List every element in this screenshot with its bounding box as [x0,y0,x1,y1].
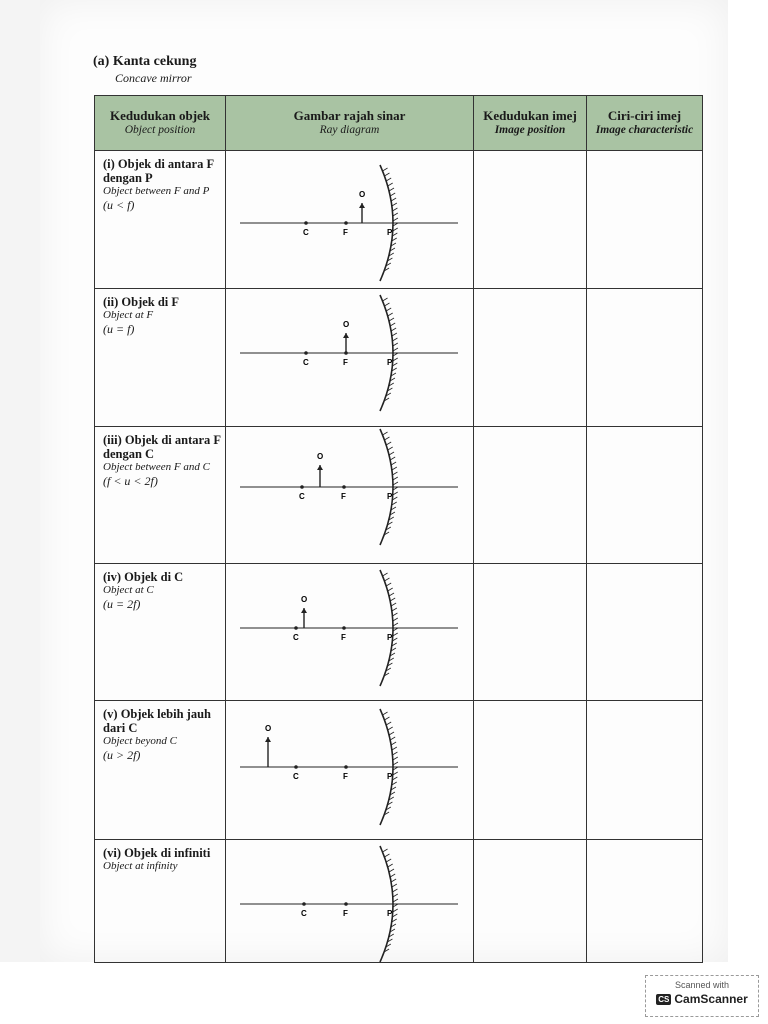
row-title-en: Object at F [103,309,154,321]
hatch-line [389,869,394,872]
hatch-line [388,727,393,730]
mirror-hatching [383,432,398,535]
row-title-en: Object between F and P [103,185,210,197]
hatch-line [392,608,397,611]
hatch-line [392,884,397,887]
hatch-line [392,752,397,755]
hatch-line [390,457,395,460]
point-f [342,626,346,630]
header-image-position-en: Image position [494,124,566,136]
mirror-hatching [383,573,398,676]
ray-diagram [226,840,474,963]
hatch-line [393,894,398,897]
hatch-line [392,467,397,470]
scan-margin [0,0,40,962]
row-title-en: Object at C [103,584,154,596]
hatch-line [390,737,395,740]
header-image-position-ms: Kedudukan imej [483,108,577,123]
hatch-line [388,183,393,186]
image-position-answer[interactable] [474,840,587,963]
hatch-line [393,213,398,216]
ray-diagram-cell [226,151,474,289]
watermark-brand [646,992,758,1006]
watermark-line2: CamScanner [674,992,748,1006]
ray-diagram [226,427,474,564]
mirror-hatching [383,298,398,401]
hatch-line [390,598,395,601]
object-arrow-head [359,203,365,208]
ray-diagram-cell [226,427,474,564]
object-position-cell [95,427,226,564]
mirror-hatching [383,849,398,952]
concave-mirror-table [94,95,703,963]
row-title: (iii) Objek di antara F dengan C [103,433,221,461]
table-header-row [95,96,703,151]
row-condition: (u = f) [103,322,135,336]
hatch-line [386,583,391,586]
label-f: F [341,633,346,642]
header-image-position [474,96,587,151]
hatch-line [384,303,389,306]
hatch-line [392,333,397,336]
object-arrow-head [343,333,349,338]
label-p: P [387,772,393,781]
table-row [95,564,703,701]
section-heading [93,54,196,86]
label-c: C [299,492,305,501]
point-c [294,626,298,630]
hatch-line [391,328,396,331]
row-title: (v) Objek lebih jauh dari C [103,707,212,735]
header-object-position [95,96,226,151]
ray-diagram-cell [226,701,474,840]
hatch-line [384,578,389,581]
hatch-line [391,603,396,606]
point-c [294,765,298,769]
hatch-line [383,298,388,301]
ray-diagram [226,151,474,289]
hatch-line [388,588,393,591]
row-condition: (u = 2f) [103,597,141,611]
image-position-answer[interactable] [474,151,587,289]
hatch-line [386,308,391,311]
label-c: C [293,772,299,781]
hatch-line [391,462,396,465]
hatch-line [392,747,397,750]
label-o: O [317,452,324,461]
point-f [344,765,348,769]
hatch-line [388,313,393,316]
row-condition: (f < u < 2f) [103,474,158,488]
label-f: F [343,909,348,918]
table-row [95,151,703,289]
point-c [300,485,304,489]
ray-diagram [226,564,474,701]
header-object-position-en: Object position [124,124,196,136]
label-f: F [343,228,348,237]
point-f [342,485,346,489]
image-characteristic-answer[interactable] [587,427,703,564]
label-c: C [303,228,309,237]
hatch-line [386,178,391,181]
label-o: O [301,595,308,604]
hatch-line [386,859,391,862]
table-row [95,427,703,564]
hatch-line [392,338,397,341]
image-characteristic-answer[interactable] [587,564,703,701]
hatch-line [386,722,391,725]
object-position-cell [95,840,226,963]
hatch-line [389,318,394,321]
image-position-answer[interactable] [474,427,587,564]
header-image-characteristic-ms: Ciri-ciri imej [607,108,682,123]
ray-diagram-cell [226,840,474,963]
hatch-line [391,198,396,201]
header-ray-diagram [226,96,474,151]
section-title: (a) Kanta cekung [93,54,197,69]
object-position-cell [95,701,226,840]
header-image-characteristic [587,96,703,151]
label-o: O [265,724,272,733]
label-p: P [387,228,393,237]
row-title: (ii) Objek di F [103,295,180,309]
row-title: (vi) Objek di infiniti [103,846,211,860]
hatch-line [393,618,398,621]
image-characteristic-answer[interactable] [587,701,703,840]
row-condition: (u < f) [103,198,135,212]
label-f: F [343,772,348,781]
ray-diagram-cell [226,289,474,427]
ray-diagram [226,289,474,427]
point-c [304,351,308,355]
table-row [95,840,703,963]
object-arrow-head [301,608,307,613]
hatch-line [392,889,397,892]
header-ray-diagram-ms: Gambar rajah sinar [293,108,406,123]
header-image-characteristic-en: Image characteristic [595,124,694,136]
hatch-line [391,742,396,745]
hatch-line [389,732,394,735]
hatch-line [392,203,397,206]
header-ray-diagram-en: Ray diagram [319,124,380,136]
hatch-line [383,573,388,576]
image-characteristic-answer[interactable] [587,840,703,963]
hatch-line [388,864,393,867]
hatch-line [393,757,398,760]
hatch-line [388,447,393,450]
hatch-line [390,874,395,877]
image-position-answer[interactable] [474,701,587,840]
label-p: P [387,633,393,642]
table-row [95,701,703,840]
row-title: (iv) Objek di C [103,570,184,584]
hatch-line [393,477,398,480]
label-o: O [343,320,350,329]
image-position-answer[interactable] [474,289,587,427]
image-characteristic-answer[interactable] [587,289,703,427]
hatch-line [383,168,388,171]
row-title: (i) Objek di antara F dengan P [103,157,214,185]
label-f: F [341,492,346,501]
hatch-line [383,712,388,715]
point-c [304,221,308,225]
camscanner-watermark [645,975,759,1017]
point-f [344,902,348,906]
hatch-line [384,437,389,440]
image-position-answer[interactable] [474,564,587,701]
row-title-en: Object beyond C [103,735,177,747]
label-o: O [359,190,366,199]
object-position-cell [95,151,226,289]
label-c: C [303,358,309,367]
mirror-hatching [383,168,398,271]
label-c: C [301,909,307,918]
hatch-line [384,717,389,720]
watermark-line1: Scanned with [674,980,730,990]
hatch-line [390,323,395,326]
table-row [95,289,703,427]
section-title-en: Concave mirror [115,71,192,85]
hatch-line [383,849,388,852]
label-p: P [387,492,393,501]
hatch-line [389,188,394,191]
hatch-line [390,193,395,196]
hatch-line [392,208,397,211]
hatch-line [389,452,394,455]
hatch-line [393,343,398,346]
label-p: P [387,909,393,918]
hatch-line [389,593,394,596]
ray-diagram-cell [226,564,474,701]
row-title-en: Object at infinity [103,860,178,872]
image-characteristic-answer[interactable] [587,151,703,289]
camscanner-logo-icon: CS [658,994,670,1004]
label-f: F [343,358,348,367]
label-p: P [387,358,393,367]
header-object-position-ms: Kedudukan objek [109,108,211,123]
label-c: C [293,633,299,642]
hatch-line [392,613,397,616]
object-position-cell [95,289,226,427]
mirror-hatching [383,712,398,815]
hatch-line [392,472,397,475]
row-title-en: Object between F and C [103,461,210,473]
ray-diagram [226,701,474,840]
row-condition: (u > 2f) [103,748,141,762]
point-f [344,221,348,225]
hatch-line [383,432,388,435]
object-arrow-head [317,465,323,470]
object-position-cell [95,564,226,701]
object-arrow-head [265,737,271,742]
point-c [302,902,306,906]
hatch-line [384,854,389,857]
hatch-line [391,879,396,882]
hatch-line [386,442,391,445]
hatch-line [384,173,389,176]
